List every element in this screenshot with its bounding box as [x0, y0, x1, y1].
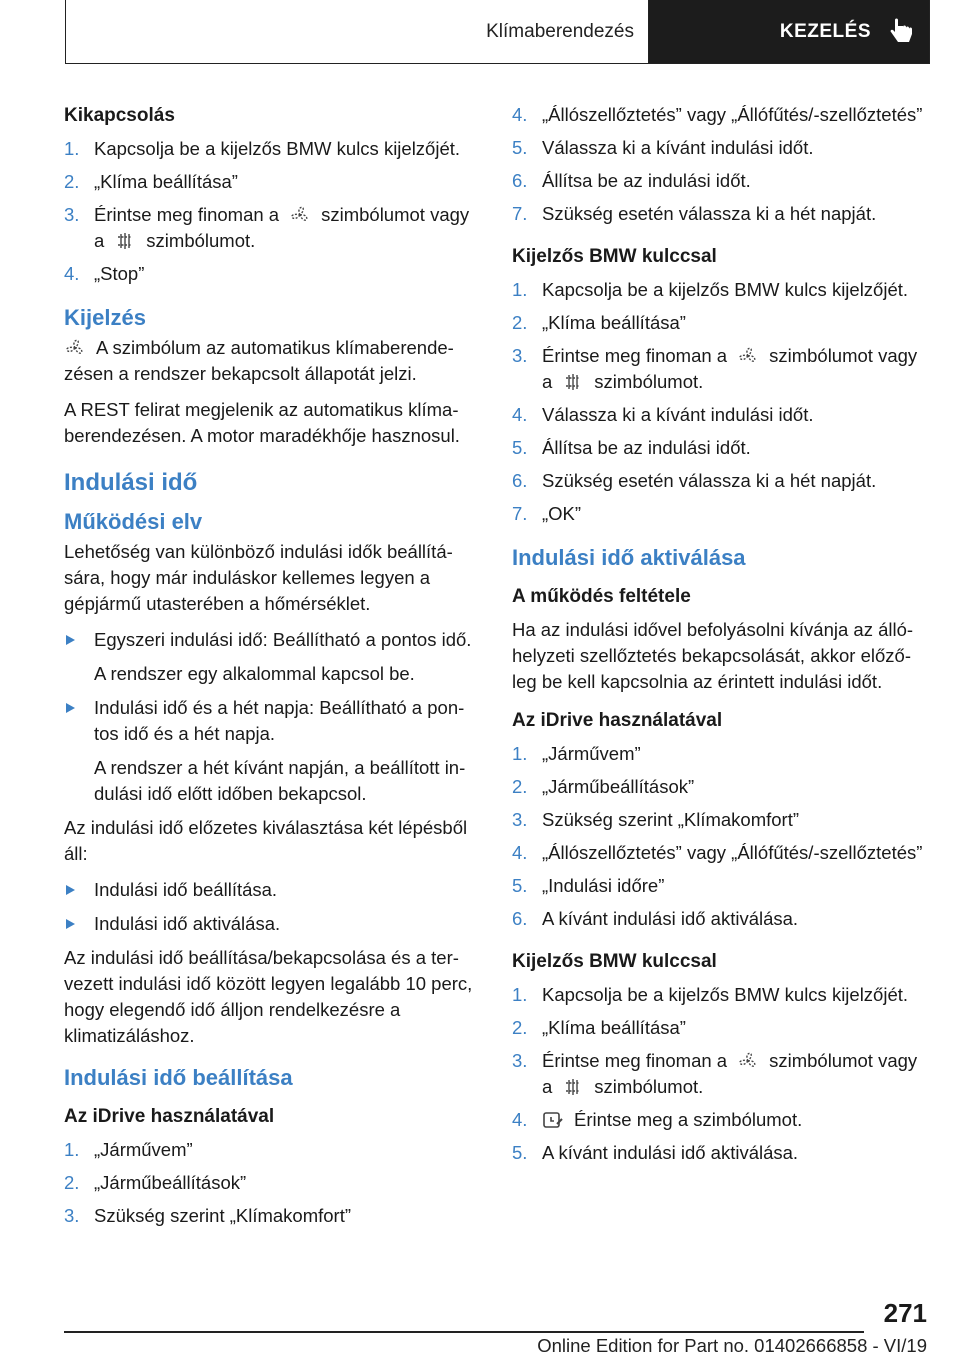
list-item: 4. Érintse meg a szimbólumot. — [512, 1109, 803, 1130]
list-item: 3. Érintse meg finoman a szimbólumot vagy a szimbólumot. — [512, 1050, 918, 1097]
list-item: 1. Kapcsolja be a kijelzős BMW kulcs kijelzőjét. — [512, 279, 909, 300]
list-item: 4. „Állószellőztetés” vagy „Állófűtés/-szellőztetés” — [512, 842, 923, 863]
page-header — [65, 0, 930, 64]
page-number: 271 — [883, 1298, 927, 1328]
list-item: 2. „Klíma beállítása” — [64, 171, 238, 192]
kulcs-heading-1: Kijelzős BMW kulccsal — [512, 246, 717, 267]
header-chapter — [649, 0, 929, 63]
kulcs-steps-2 — [512, 982, 927, 1166]
header-section-title: Klímaberendezés — [66, 0, 649, 63]
mukodesi-elv-paragraph: Lehetőség van különböző indulási idők beállítására, hogy már induláskor kellemes legyen a gépjármű utasterében a hőmérséklet. — [64, 541, 453, 614]
list-item: 5. A kívánt indulási idő aktiválása. — [512, 1142, 799, 1163]
list-item: 1. „Járművem” — [512, 743, 641, 764]
list-item: 5. Válassza ki a kívánt indulási időt. — [512, 137, 814, 158]
feltetel-heading: A működés feltétele — [512, 586, 691, 607]
kijelzes-paragraph-1: A szimbólum az automatikus klímaberendezésen a rendszer bekapcsolt állapotát jelzi. — [64, 337, 454, 384]
list-item: 2. „Klíma beállítása” — [512, 1017, 686, 1038]
list-item: 2. „Klíma beállítása” — [512, 312, 686, 333]
indulasi-ido-heading: Indulási idő — [64, 469, 198, 496]
kivalasztas-steps — [64, 877, 479, 937]
kikapcsolas-heading: Kikapcsolás — [64, 105, 175, 126]
list-item: Indulási idő beállítása. — [64, 877, 479, 903]
kijelzes-paragraph-2: A REST felirat megjelenik az automatikus klímaberendezésen. A motor maradékhője hasznosul. — [64, 399, 460, 446]
kulcs-steps-1 — [512, 277, 927, 527]
list-item: 4. Válassza ki a kívánt indulási időt. — [512, 404, 814, 425]
list-item: 1. „Járművem” — [64, 1139, 193, 1160]
fan-heat-icon — [114, 231, 136, 251]
idrive-heading-2: Az iDrive használatával — [512, 710, 723, 731]
list-item: 3. Szükség szerint „Klímakomfort” — [512, 809, 800, 830]
fan-heat-icon — [562, 372, 584, 392]
list-item: Indulási idő aktiválása. — [64, 911, 479, 937]
kijelzes-heading: Kijelzés — [64, 305, 146, 330]
list-item: 2. „Járműbeállítások” — [64, 1172, 247, 1193]
bullet-triangle-icon — [66, 919, 75, 929]
list-item: 7. Szükség esetén válassza ki a hét napját. — [512, 203, 877, 224]
list-item: 6. Állítsa be az indulási időt. — [512, 170, 751, 191]
beallitasa-steps-cont — [512, 102, 927, 227]
aktivalasa-heading: Indulási idő aktiválása — [512, 545, 746, 570]
list-item: 2. „Járműbeállítások” — [512, 776, 695, 797]
list-item: 7. „OK” — [512, 503, 582, 524]
list-item: 3. Érintse meg finoman a szimbólumot vagy a szimbólumot. — [512, 345, 918, 392]
idrive-heading: Az iDrive használatával — [64, 1106, 275, 1127]
fan-snow-icon — [64, 338, 86, 358]
feltetel-paragraph: Ha az indulási idővel befolyásolni kívánja az állóhelyzeti szellőztetés bekapcsolását, akkor előzőleg be kell kapcsolnia az érintett indulási időt. — [512, 619, 914, 692]
list-item: 6. A kívánt indulási idő aktiválása. — [512, 908, 799, 929]
clock-edit-icon — [542, 1110, 564, 1130]
kikapcsolas-steps — [64, 136, 479, 287]
indulasi-ido-options — [64, 627, 479, 807]
list-item: Egyszeri indulási idő: Beállítható a pontos idő. A rendszer egy alkalommal kapcsol be. — [64, 627, 479, 687]
list-item: 3. Szükség szerint „Klímakomfort” — [64, 1205, 352, 1226]
left-column — [64, 102, 479, 1245]
kivalasztas-paragraph: Az indulási idő előzetes kiválasztása két lépésből áll: — [64, 817, 468, 864]
fan-snow-icon — [737, 346, 759, 366]
list-item: 6. Szükség esetén válassza ki a hét napját. — [512, 470, 877, 491]
beallitasa-steps — [64, 1137, 479, 1229]
list-item: 1. Kapcsolja be a kijelzős BMW kulcs kijelzőjét. — [64, 138, 461, 159]
bullet-triangle-icon — [66, 703, 75, 713]
footer-divider — [64, 1331, 864, 1333]
header-chapter-title: KEZELÉS — [779, 20, 871, 42]
list-item: 5. „Indulási időre” — [512, 875, 665, 896]
list-item: 4. „Állószellőztetés” vagy „Állófűtés/-szellőztetés” — [512, 104, 923, 125]
fan-heat-icon — [562, 1077, 584, 1097]
beallitasa-heading: Indulási idő beállítása — [64, 1065, 293, 1090]
kulcs-heading-2: Kijelzős BMW kulccsal — [512, 951, 717, 972]
fan-snow-icon — [289, 205, 311, 225]
list-item: 3. Érintse meg finoman a szimbólumot vagy a szimbólumot. — [64, 204, 470, 251]
list-item: Indulási idő és a hét napja: Beállítható a pontos idő és a hét napja. A rendszer a hét kívánt napján, a beállított indulási idő előtt időben bekapcsol. — [64, 695, 479, 807]
bullet-triangle-icon — [66, 885, 75, 895]
fan-snow-icon — [737, 1051, 759, 1071]
pointing-hand-icon — [889, 18, 917, 46]
right-column — [512, 102, 927, 1182]
aktivalasa-steps — [512, 741, 927, 932]
list-item: 5. Állítsa be az indulási időt. — [512, 437, 751, 458]
list-item: 1. Kapcsolja be a kijelzős BMW kulcs kijelzőjét. — [512, 984, 909, 1005]
footer-edition: Online Edition for Part no. 01402666858 - VI/19 — [537, 1335, 927, 1356]
list-item: 4. „Stop” — [64, 263, 145, 284]
mukodesi-elv-heading: Működési elv — [64, 509, 203, 534]
bullet-triangle-icon — [66, 635, 75, 645]
ido-kozotti-paragraph: Az indulási idő beállítása/bekapcsolása és a tervezett indulási idő között legyen legalább 10 perc, hogy elegendő idő álljon rendelkezésre a klimatizáláshoz. — [64, 947, 473, 1046]
